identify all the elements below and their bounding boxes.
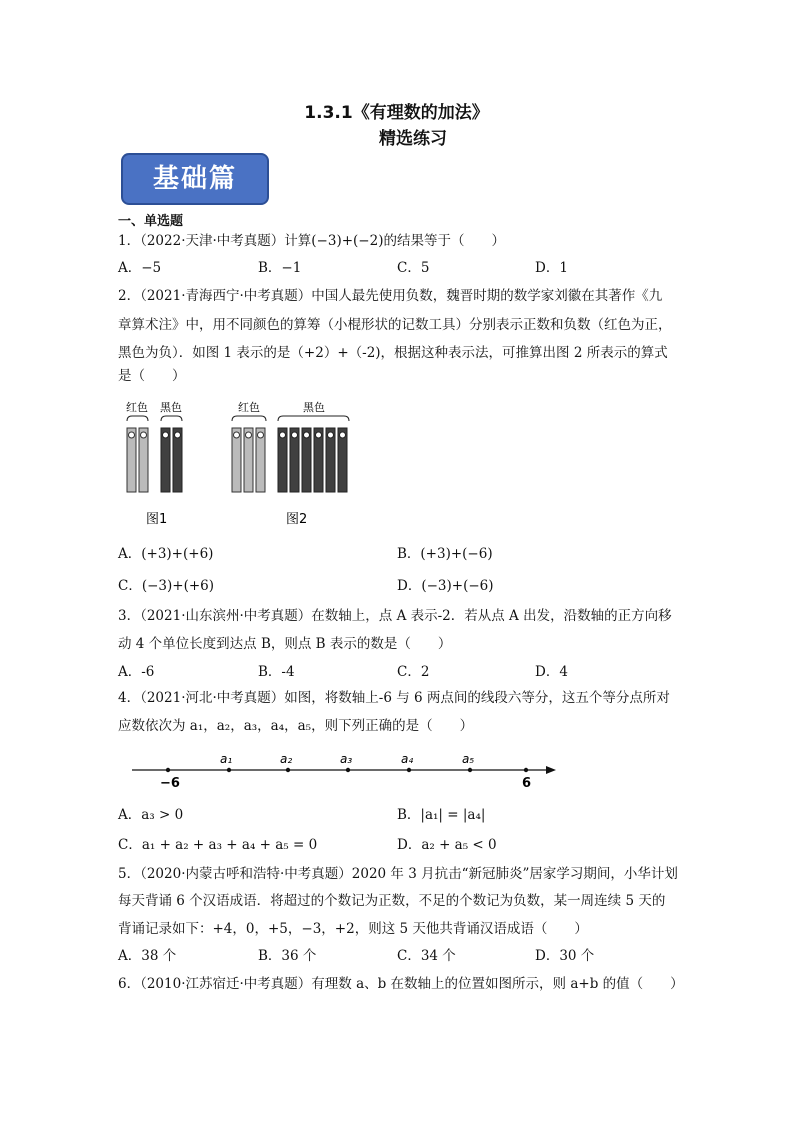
label-a3: a₃ [340, 752, 353, 766]
point-a3 [346, 768, 350, 772]
fig2-red-rods [232, 428, 265, 492]
fig2-red-label: 红色 [238, 401, 260, 414]
number-line-figure [128, 745, 568, 795]
label-a1: a₁ [220, 752, 233, 766]
q4-option-a: A．a₃ > 0 [118, 807, 184, 823]
page-subtitle: 精选练习 [379, 129, 447, 149]
question-5-line-3: 背诵记录如下：+4，0，+5，−3，+2，则这 5 天他共背诵汉语成语（ ） [118, 921, 588, 937]
question-1-text: 1．（2022·天津·中考真题）计算(−3)+(−2)的结果等于（ ） [118, 233, 505, 249]
fig2-red-brace [232, 416, 266, 421]
question-3-line-1: 3．（2021·山东滨州·中考真题）在数轴上，点 A 表示-2．若从点 A 出发，沿数轴的正方向移 [118, 608, 672, 624]
q2-option-a: A．(+3)+(+6) [118, 546, 214, 562]
label-minus-6: −6 [160, 776, 180, 791]
point-minus-6 [166, 768, 170, 772]
question-4-line-2: 应数依次为 a₁，a₂，a₃，a₄，a₅，则下列正确的是（ ） [118, 718, 474, 734]
fig1-red-brace [127, 416, 148, 421]
section-heading: 一、单选题 [118, 214, 184, 229]
question-2-line-4: 是（ ） [118, 368, 186, 384]
fig2-caption: 图2 [286, 512, 308, 527]
question-4-line-1: 4．（2021·河北·中考真题）如图，将数轴上-6 与 6 两点间的线段六等分，这五个等分点所对 [118, 690, 670, 706]
point-6 [524, 768, 528, 772]
number-line-arrow [546, 766, 556, 774]
q5-option-a: A．38 个 [118, 948, 177, 964]
q3-option-b: B．-4 [258, 664, 295, 680]
fig1-black-label: 黑色 [160, 401, 182, 414]
question-2-line-1: 2．（2021·青海西宁·中考真题）中国人最先使用负数，魏晋时期的数学家刘徽在其著作《九 [118, 288, 663, 304]
q4-option-d: D．a₂ + a₅ < 0 [397, 837, 497, 853]
fig1-black-rods [161, 428, 182, 492]
point-a1 [227, 768, 231, 772]
q3-option-c: C．2 [397, 664, 430, 680]
fig1-red-rods [127, 428, 148, 492]
label-a4: a₄ [401, 752, 414, 766]
point-a4 [407, 768, 411, 772]
label-6: 6 [522, 776, 532, 791]
q3-option-a: A．-6 [118, 664, 155, 680]
point-a5 [468, 768, 472, 772]
counting-rods-figure [118, 395, 368, 530]
q5-option-d: D．30 个 [535, 948, 595, 964]
level-badge: 基础篇 [121, 153, 269, 205]
q2-option-d: D．(−3)+(−6) [397, 578, 494, 594]
question-5-line-2: 每天背诵 6 个汉语成语．将超过的个数记为正数，不足的个数记为负数，某一周连续 5 天的 [118, 893, 666, 909]
question-6-text: 6．（2010·江苏宿迁·中考真题）有理数 a、b 在数轴上的位置如图所示，则 a+b 的值（ ） [118, 976, 684, 992]
q1-option-c: C．5 [397, 260, 430, 276]
fig2-black-rods [278, 428, 347, 492]
question-2-line-2: 章算术注》中，用不同颜色的算筹（小棍形状的记数工具）分别表示正数和负数（红色为正， [118, 317, 672, 333]
question-3-line-2: 动 4 个单位长度到达点 B，则点 B 表示的数是（ ） [118, 636, 452, 652]
fig2-black-brace [278, 416, 349, 421]
point-a2 [286, 768, 290, 772]
fig2-black-label: 黑色 [303, 401, 325, 414]
label-a5: a₅ [462, 752, 475, 766]
q3-option-d: D．4 [535, 664, 568, 680]
fig1-red-label: 红色 [126, 401, 148, 414]
question-2-line-3: 黑色为负）．如图 1 表示的是（+2）+（-2)，根据这种表示法，可推算出图 2 所表示的算式 [118, 345, 668, 361]
fig1-black-brace [161, 416, 182, 421]
q5-option-b: B．36 个 [258, 948, 317, 964]
q5-option-c: C．34 个 [397, 948, 456, 964]
q2-option-b: B．(+3)+(−6) [397, 546, 493, 562]
q1-option-b: B．−1 [258, 260, 302, 276]
page-title: 1.3.1《有理数的加法》 [304, 103, 489, 123]
question-5-line-1: 5．（2020·内蒙古呼和浩特·中考真题）2020 年 3 月抗击“新冠肺炎”居家学习期间，小华计划 [118, 866, 678, 882]
fig1-caption: 图1 [146, 512, 168, 527]
q1-option-d: D．1 [535, 260, 568, 276]
q2-option-c: C．(−3)+(+6) [118, 578, 215, 594]
label-a2: a₂ [280, 752, 293, 766]
q4-option-b: B．|a₁| = |a₄| [397, 807, 486, 823]
q1-option-a: A．−5 [118, 260, 162, 276]
q4-option-c: C．a₁ + a₂ + a₃ + a₄ + a₅ = 0 [118, 837, 318, 853]
